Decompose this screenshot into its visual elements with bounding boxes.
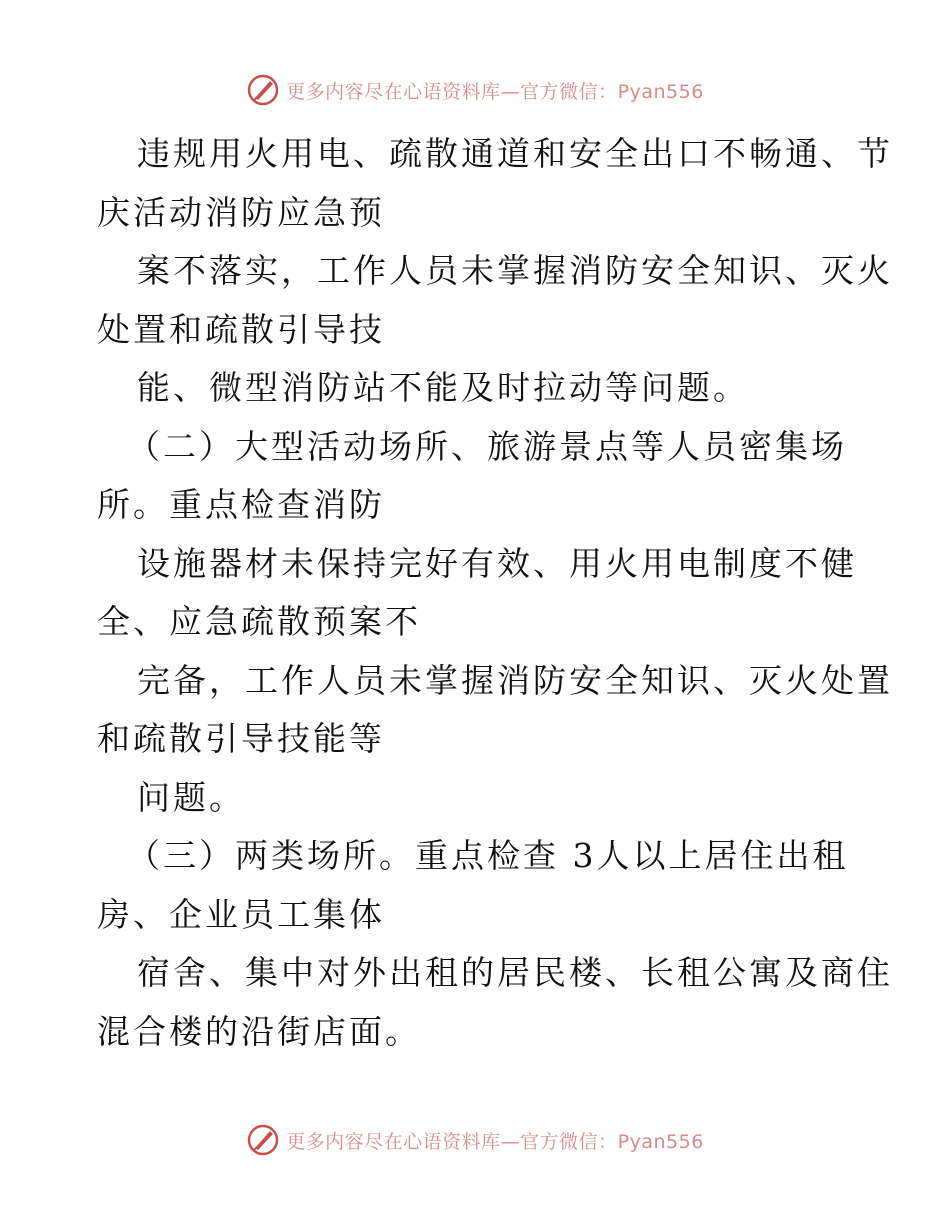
body-line: 庆活动消防应急预	[97, 192, 385, 232]
body-line: 和疏散引导技能等	[97, 719, 385, 758]
watermark-text: 更多内容尽在心语资料库—官方微信：Pyan556	[286, 1130, 704, 1153]
quill-pen-circle-icon	[246, 1123, 280, 1157]
body-line: 房、企业员工集体	[97, 894, 385, 934]
section-heading-line: （二）大型活动场所、旅游景点等人员密集场	[127, 426, 847, 466]
document-body	[97, 125, 893, 1061]
body-line: 混合楼的沿街店面。	[97, 1011, 421, 1051]
body-line: 违规用火用电、疏散通道和安全出口不畅通、节	[137, 134, 893, 173]
header-watermark	[0, 72, 950, 108]
body-line: 设施器材未保持完好有效、用火用电制度不健	[137, 543, 857, 583]
body-line: 完备，工作人员未掌握消防安全知识、灭火处置	[137, 660, 893, 700]
body-line: 全、应急疏散预案不	[97, 602, 421, 641]
body-line: 宿舍、集中对外出租的居民楼、长租公寓及商住	[137, 953, 893, 992]
footer-watermark	[0, 1122, 950, 1158]
watermark-text: 更多内容尽在心语资料库—官方微信：Pyan556	[286, 80, 704, 103]
quill-pen-circle-icon	[246, 73, 280, 107]
body-line: 能、微型消防站不能及时拉动等问题。	[137, 368, 749, 407]
body-line: 问题。	[137, 777, 245, 817]
section-heading-line: （三）两类场所。重点检查 3人以上居住出租	[127, 836, 849, 875]
body-line: 案不落实，工作人员未掌握消防安全知识、灭火	[137, 251, 893, 290]
body-line: 处置和疏散引导技	[97, 309, 385, 349]
body-line: 所。重点检查消防	[97, 485, 385, 524]
